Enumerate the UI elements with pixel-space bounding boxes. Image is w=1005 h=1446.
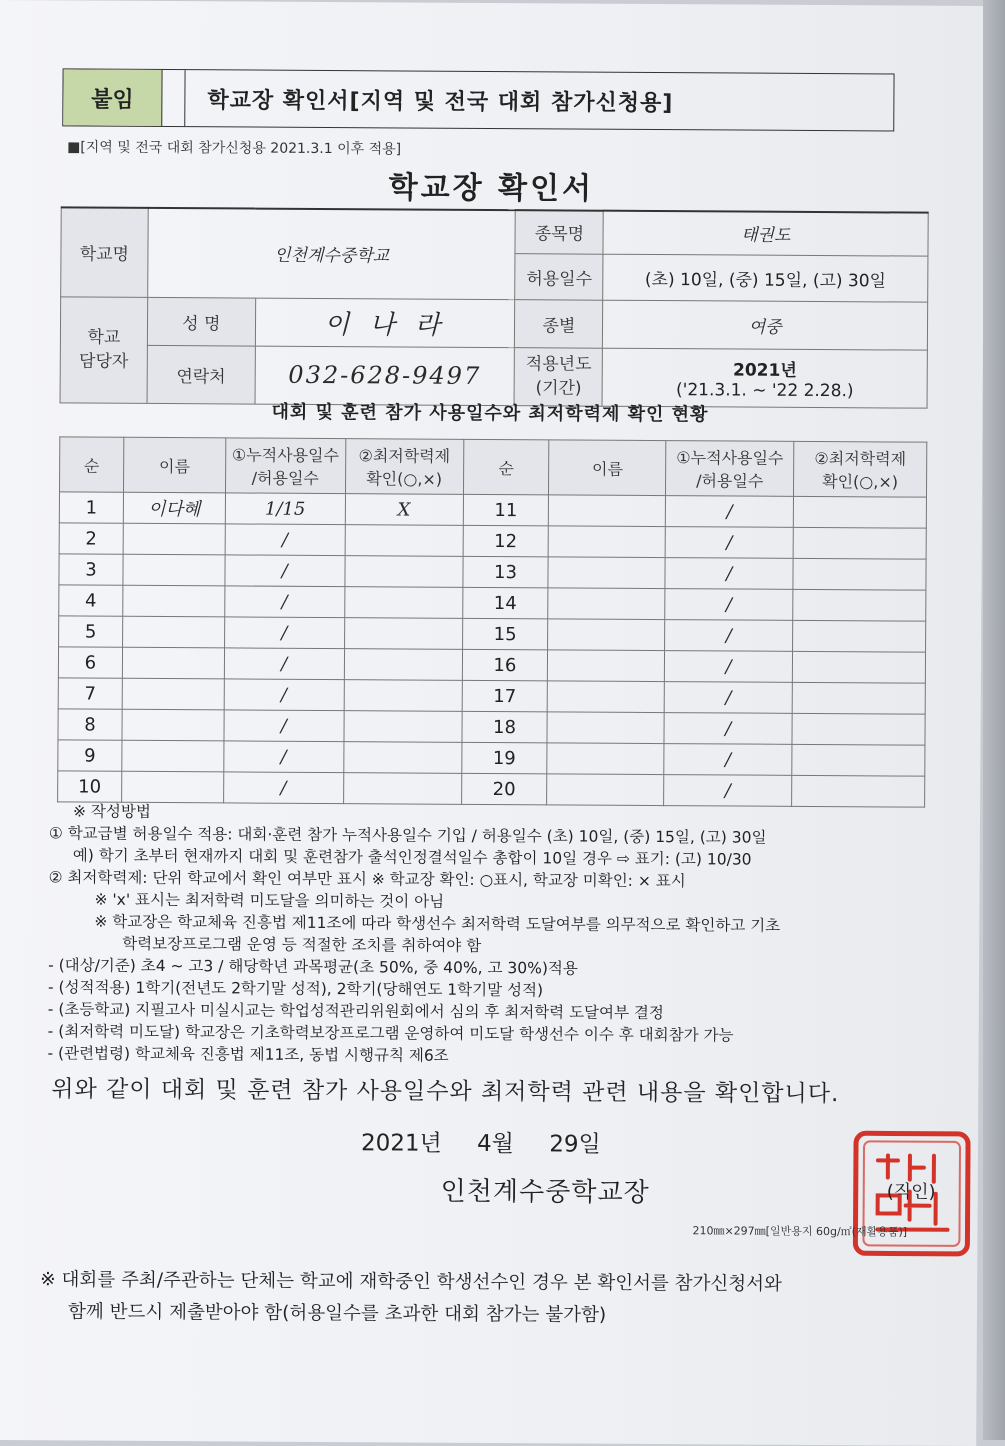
row-no: 4 [59, 585, 123, 616]
row-name [122, 771, 224, 803]
row-days: / [224, 679, 344, 711]
name-value: 이 나 라 [255, 298, 515, 348]
row-no: 10 [58, 771, 122, 802]
row-days: / [224, 710, 344, 742]
manager-label: 학교 담당자 [60, 296, 148, 403]
school-value: 인천계수중학교 [148, 208, 516, 299]
principal-name: 인천계수중학교장 [440, 1176, 650, 1208]
row-days: / [665, 589, 793, 621]
row-no: 19 [461, 742, 547, 774]
row-academic-check [792, 651, 925, 683]
row-academic-check [792, 682, 925, 714]
header-name: 이름 [549, 440, 666, 496]
row-no: 13 [462, 556, 548, 588]
header-no: 순 [463, 439, 549, 495]
row-days: / [225, 555, 345, 587]
header-academic: ②최저학력제 확인(○,×) [345, 439, 463, 495]
gender-value: 여중 [603, 300, 928, 350]
row-no: 3 [59, 554, 123, 585]
row-name [547, 774, 664, 806]
instructions [47, 800, 969, 1070]
instruction-line: ※ 'x' 표시는 최저학력 미도달을 의미하는 것이 아님 [94, 890, 445, 911]
row-academic-check [344, 711, 462, 743]
year-cell [602, 348, 927, 408]
instruction-line: ② 최저학력제: 단위 학교에서 확인 여부만 표시 ※ 학교장 확인: ○표시, 학교장 미확인: × 표시 [48, 868, 686, 891]
row-name [123, 585, 225, 617]
footer-note [40, 1264, 960, 1334]
instruction-line: - (최저학력 미도달) 학교장은 기초학력보장프로그램 운영하여 미도달 학생선수 이수 후 대회참가 가능 [47, 1022, 734, 1045]
row-name: 이다혜 [123, 492, 225, 524]
row-academic-check [345, 556, 463, 588]
background-edge [983, 0, 1005, 1440]
row-name [548, 681, 665, 713]
instruction-line: - (성적적용) 1학기(전년도 2학기말 성적), 2학기(당해연도 1학기말 성적) [47, 978, 544, 1000]
status-table [57, 436, 927, 807]
seal-note: (직인) [886, 1181, 936, 1203]
row-days: 1/15 [225, 493, 345, 525]
row-name [123, 554, 225, 586]
row-days: / [223, 772, 343, 804]
instruction-line: ※ 작성방법 [72, 802, 151, 821]
instruction-line: - (관련법령) 학교체육 진흥법 제11조, 동법 시행규칙 제6조 [47, 1044, 449, 1065]
days-value: (초) 10일, (중) 15일, (고) 30일 [603, 254, 928, 302]
row-name [547, 743, 664, 775]
row-name [548, 588, 665, 620]
row-academic-check [792, 744, 925, 776]
applies-note: ■[지역 및 전국 대회 참가신청용 2021.3.1 이후 적용] [67, 139, 402, 158]
row-name [549, 495, 666, 527]
row-academic-check [344, 649, 462, 681]
row-academic-check [792, 775, 925, 807]
contact-label: 연락처 [147, 345, 255, 404]
row-days: / [666, 496, 794, 528]
header-name: 이름 [123, 437, 225, 493]
name-label: 성 명 [147, 297, 255, 346]
instruction-line: ① 학교급별 허용일수 적용: 대회·훈련 참가 누적사용일수 기입 / 허용일수 (초) 10일, (중) 15일, (고) 30일 [48, 824, 767, 847]
row-name [122, 740, 224, 772]
row-days: / [224, 617, 344, 649]
row-days: / [224, 648, 344, 680]
row-no: 12 [463, 525, 549, 557]
info-table [60, 206, 929, 408]
row-days: / [664, 682, 792, 714]
row-name [122, 647, 224, 679]
row-name [547, 712, 664, 744]
status-title: 대회 및 훈련 참가 사용일수와 최저학력제 확인 현황 [271, 401, 709, 426]
row-academic-check [344, 587, 462, 619]
row-academic-check [793, 527, 926, 559]
row-no: 11 [463, 494, 549, 526]
row-academic-check [793, 558, 926, 590]
document-title: 학교장 확인서 [388, 170, 595, 207]
year-value: 2021년 [732, 359, 797, 381]
header-no: 순 [59, 437, 123, 492]
row-days: / [665, 620, 793, 652]
row-days: / [664, 713, 792, 745]
row-days: / [665, 558, 793, 590]
row-name [122, 709, 224, 741]
row-no: 5 [59, 616, 123, 647]
instruction-line: - (초등학교) 지필고사 미실시교는 학업성적관리위원회에서 심의 후 최저학력 도달여부 결정 [47, 1000, 664, 1023]
row-academic-check [343, 742, 461, 774]
confirmation-statement: 위와 같이 대회 및 훈련 참가 사용일수와 최저학력 관련 내용을 확인합니다. [51, 1076, 840, 1108]
row-name [123, 523, 225, 555]
row-days: / [225, 586, 345, 618]
row-name [122, 678, 224, 710]
footer-line: ※ 대회를 주최/주관하는 단체는 학교에 재학중인 학생선수인 경우 본 확인서를 참가신청서와 [40, 1269, 783, 1295]
row-no: 14 [462, 587, 548, 619]
header-days: ①누적사용일수 /허용일수 [666, 441, 794, 497]
header-divider [162, 70, 185, 126]
instruction-line: ※ 학교장은 학교체육 진흥법 제11조에 따라 학생선수 최저학력 도달여부를 의무적으로 확인하고 기초 [94, 912, 781, 935]
contact-value: 032-628-9497 [255, 346, 515, 406]
header-academic: ②최저학력제 확인(○,×) [794, 441, 927, 497]
row-days: / [664, 775, 792, 807]
row-academic-check [793, 589, 926, 621]
row-no: 2 [59, 523, 123, 554]
row-name [548, 619, 665, 651]
row-no: 18 [462, 711, 548, 743]
row-academic-check [793, 620, 926, 652]
instruction-line: 학력보장프로그램 운영 등 적절한 조치를 취하여야 함 [122, 934, 482, 955]
instruction-line: 예) 학기 초부터 현재까지 대회 및 훈련참가 출석인정결석일수 총합이 10일 경우 ⇨ 표기: (고) 10/30 [72, 846, 752, 869]
row-no: 6 [58, 647, 122, 678]
row-no: 16 [462, 649, 548, 681]
attachment-label: 붙임 [63, 69, 162, 126]
row-days: / [665, 651, 793, 683]
event-value: 태권도 [603, 211, 928, 256]
instruction-line: - (대상/기준) 초4 ~ 고3 / 해당학년 과목평균(초 50%, 중 40%, 고 30%)적용 [48, 956, 578, 978]
school-label: 학교명 [61, 207, 148, 297]
row-no: 7 [58, 678, 122, 709]
row-academic-check [345, 525, 463, 557]
row-academic-check [793, 496, 926, 528]
paper-size-note: 210㎜×297㎜[일반용지 60g/㎡(재활용품)] [692, 1224, 908, 1239]
issue-date: 2021년 4월 29일 [360, 1130, 601, 1158]
row-academic-check: X [345, 494, 463, 526]
row-name [548, 557, 665, 589]
attachment-title: 학교장 확인서[지역 및 전국 대회 참가신청용] [207, 87, 674, 116]
row-name [122, 616, 224, 648]
row-academic-check [343, 773, 461, 805]
event-label: 종목명 [515, 210, 603, 254]
footer-line: 함께 반드시 제출받아야 함(허용일수를 초과한 대회 참가는 불가함) [67, 1301, 607, 1326]
row-no: 9 [58, 740, 122, 771]
row-no: 8 [58, 709, 122, 740]
row-academic-check [344, 618, 462, 650]
days-label: 허용일수 [515, 253, 603, 300]
row-academic-check [792, 713, 925, 745]
row-name [549, 526, 666, 558]
row-name [548, 650, 665, 682]
row-days: / [665, 527, 793, 559]
row-days: / [225, 524, 345, 556]
row-days: / [224, 741, 344, 773]
row-no: 1 [59, 492, 123, 523]
row-no: 15 [462, 618, 548, 650]
year-range: ('21.3.1. ~ '22 2.28.) [676, 379, 854, 401]
status-rows [58, 492, 927, 807]
row-no: 17 [462, 680, 548, 712]
attachment-header [62, 68, 894, 131]
row-academic-check [344, 680, 462, 712]
gender-label: 종별 [515, 299, 603, 348]
row-days: / [664, 744, 792, 776]
year-label: 적용년도 (기간) [514, 347, 602, 406]
row-no: 20 [461, 773, 547, 805]
header-days: ①누적사용일수 /허용일수 [225, 438, 345, 494]
